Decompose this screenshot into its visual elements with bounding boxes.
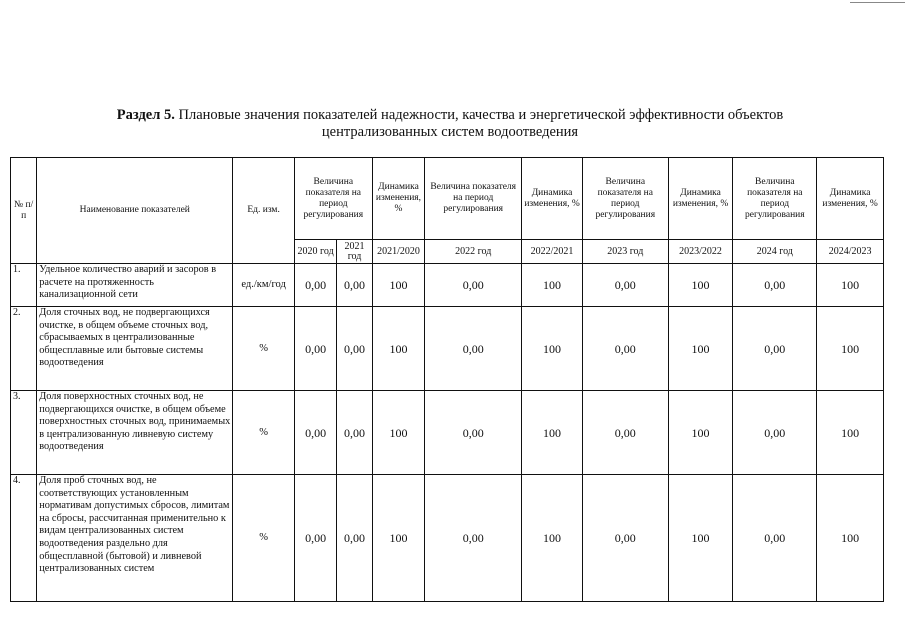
row-number: 2.: [11, 307, 37, 391]
row-number: 1.: [11, 264, 37, 307]
value-2021: 0,00: [337, 475, 372, 602]
value-2023: 0,00: [582, 475, 668, 602]
dynamics-2021-2020: 100: [372, 264, 425, 307]
indicator-name: Доля сточных вод, не подвергающихся очистке, в общем объеме сточных вод, сбрасываемых в централизованные общесплавные или бытовые системы водоотведения: [37, 307, 233, 391]
dynamics-2022-2021: 100: [522, 475, 583, 602]
indicators-table: [10, 157, 884, 602]
table-row: [11, 307, 884, 391]
value-2024: 0,00: [733, 475, 817, 602]
subheader-2023: 2023 год: [582, 240, 668, 264]
dynamics-2021-2020: 100: [372, 307, 425, 391]
dynamics-2023-2022: 100: [668, 264, 733, 307]
header-unit: Ед. изм.: [233, 158, 295, 264]
dynamics-2024-2023: 100: [817, 391, 884, 475]
header-dynamics-2023: Динамика изменения, %: [668, 158, 733, 240]
subheader-2023-2022: 2023/2022: [668, 240, 733, 264]
section-title-line2: централизованных систем водоотведения: [321, 124, 579, 140]
subheader-2020: 2020 год: [294, 240, 336, 264]
section-title: [60, 107, 840, 141]
table-row: [11, 264, 884, 307]
indicator-name: Доля проб сточных вод, не соответствующих установленным нормативам допустимых сбросов, лимитам на сбросы, рассчитанная применительно к видам централизованных систем водоотведения раздельно для общесплавной (бытовой) и ливневой централизованных систем: [37, 475, 233, 602]
value-2022: 0,00: [425, 307, 522, 391]
header-dynamics-2022: Динамика изменения, %: [522, 158, 583, 240]
indicator-unit: %: [233, 307, 295, 391]
table-row: [11, 391, 884, 475]
subheader-2022-2021: 2022/2021: [522, 240, 583, 264]
value-2022: 0,00: [425, 391, 522, 475]
value-2021: 0,00: [337, 307, 372, 391]
value-2023: 0,00: [582, 391, 668, 475]
header-value-2022: Величина показателя на период регулирования: [425, 158, 522, 240]
indicator-name: Доля поверхностных сточных вод, не подвергающихся очистке, в общем объеме поверхностных сточных вод, принимаемых в централизованную ливневую систему водоотведения: [37, 391, 233, 475]
header-num: № п/п: [11, 158, 37, 264]
indicator-name: Удельное количество аварий и засоров в расчете на протяженность канализационной сети: [37, 264, 233, 307]
dynamics-2022-2021: 100: [522, 264, 583, 307]
subheader-2021-2020: 2021/2020: [372, 240, 425, 264]
dynamics-2021-2020: 100: [372, 391, 425, 475]
header-value-2024: Величина показателя на период регулирования: [733, 158, 817, 240]
row-number: 4.: [11, 475, 37, 602]
header-value-2023: Величина показателя на период регулирования: [582, 158, 668, 240]
scan-edge-line: [850, 2, 905, 3]
subheader-2024-2023: 2024/2023: [817, 240, 884, 264]
dynamics-2022-2021: 100: [522, 391, 583, 475]
dynamics-2024-2023: 100: [817, 475, 884, 602]
subheader-2022: 2022 год: [425, 240, 522, 264]
section-title-line1: Плановые значения показателей надежности, качества и энергетической эффективности объектов: [178, 107, 784, 123]
subheader-2021: 2021 год: [337, 240, 372, 264]
row-number: 3.: [11, 391, 37, 475]
header-dynamics-2024: Динамика изменения, %: [817, 158, 884, 240]
indicator-unit: %: [233, 475, 295, 602]
value-2024: 0,00: [733, 391, 817, 475]
dynamics-2023-2022: 100: [668, 475, 733, 602]
dynamics-2024-2023: 100: [817, 264, 884, 307]
value-2020: 0,00: [294, 391, 336, 475]
value-2021: 0,00: [337, 264, 372, 307]
dynamics-2023-2022: 100: [668, 307, 733, 391]
value-2022: 0,00: [425, 475, 522, 602]
value-2020: 0,00: [294, 307, 336, 391]
value-2020: 0,00: [294, 475, 336, 602]
indicator-unit: %: [233, 391, 295, 475]
value-2024: 0,00: [733, 264, 817, 307]
header-value-2020-2021: Величина показателя на период регулирования: [294, 158, 372, 240]
header-row: [11, 158, 884, 240]
value-2023: 0,00: [582, 264, 668, 307]
dynamics-2021-2020: 100: [372, 475, 425, 602]
dynamics-2023-2022: 100: [668, 391, 733, 475]
table-row: [11, 475, 884, 602]
indicator-unit: ед./км/год: [233, 264, 295, 307]
value-2022: 0,00: [425, 264, 522, 307]
value-2021: 0,00: [337, 391, 372, 475]
header-dynamics-2021: Динамика изменения, %: [372, 158, 425, 240]
dynamics-2022-2021: 100: [522, 307, 583, 391]
value-2020: 0,00: [294, 264, 336, 307]
value-2024: 0,00: [733, 307, 817, 391]
value-2023: 0,00: [582, 307, 668, 391]
header-name: Наименование показателей: [37, 158, 233, 264]
section-number: Раздел 5.: [116, 107, 175, 123]
subheader-2024: 2024 год: [733, 240, 817, 264]
dynamics-2024-2023: 100: [817, 307, 884, 391]
